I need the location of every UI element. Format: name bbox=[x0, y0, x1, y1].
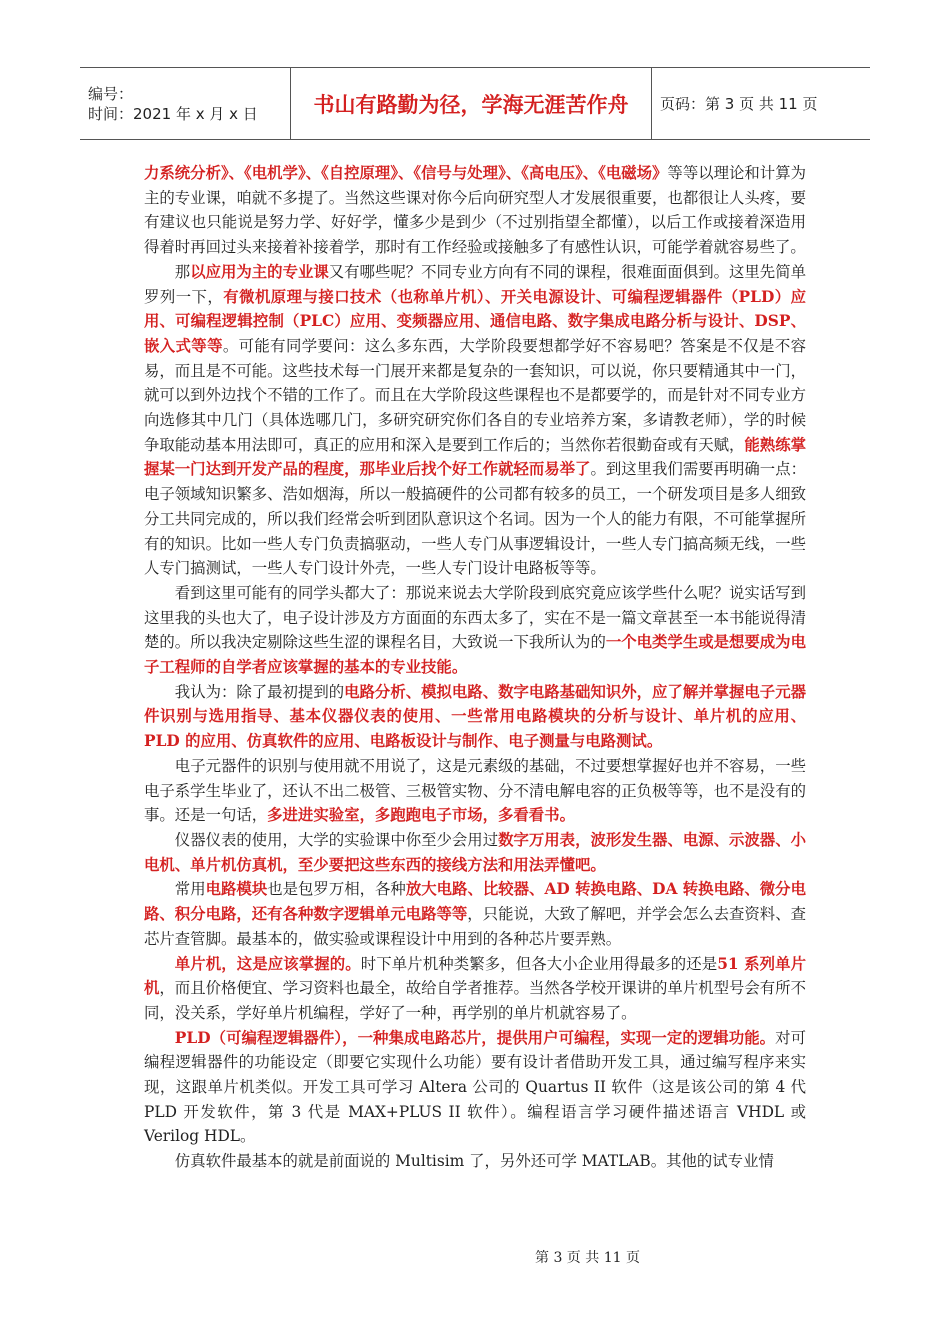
page-footer: 第 3 页 共 11 页 bbox=[535, 1250, 640, 1266]
text: 电子元器件的识别与使用就不用说了，这是元素级的基础，不过要想掌握好也并不容易，一些电子系学生毕业了，还认不出二极管、三极管实物、分不清电解电容的正负极等等，也不是没有的事。还是一句话， bbox=[144, 756, 806, 825]
paragraph-2 bbox=[144, 260, 806, 581]
page-header bbox=[80, 67, 870, 140]
paragraph-5 bbox=[144, 754, 806, 828]
highlight: 力系统分析》、《电机学》、《自控原理》、《信号与处理》、《高电压》、《电磁场》 bbox=[144, 164, 668, 182]
paragraph-4 bbox=[144, 680, 806, 754]
text: 仪器仪表的使用，大学的实验课中你至少会用过 bbox=[174, 830, 499, 849]
paragraph-3 bbox=[144, 581, 806, 680]
header-motto: 书山有路勤为径，学海无涯苦作舟 bbox=[291, 68, 652, 140]
highlight: PLD（可编程逻辑器件），一种集成电路芯片，提供用户可编程，实现一定的逻辑功能。 bbox=[174, 1028, 776, 1047]
paragraph-8 bbox=[144, 952, 806, 1026]
header-meta bbox=[80, 68, 291, 140]
highlight: 有微机原理与接口技术（也称单片机）、开关电源设计、可编程逻辑器件（PLD）应用、可编程逻辑控制（PLC）应用、变频器应用、通信电路、数字集成电路分析与设计、DSP、嵌入式等等 bbox=[144, 287, 806, 355]
text: 又有哪些呢？不同专业方向有不同的课程，很难面面俱到。这里先简单罗列一下， bbox=[144, 262, 806, 306]
highlight: 电路模块 bbox=[205, 880, 268, 899]
highlight: 一个电类学生或是想要成为电子工程师的自学者应该掌握的基本的专业技能。 bbox=[144, 633, 806, 677]
paragraph-7 bbox=[144, 877, 806, 951]
text: 常用 bbox=[174, 880, 206, 899]
document-number-label: 编号： bbox=[88, 84, 134, 103]
highlight: 电路分析、模拟电路、数字电路基础知识外，应了解并掌握电子元器件识别与选用指导、基本仪器仪表的使用、一些常用电路模块的分析与设计、单片机的应用、PLD 的应用、仿真软件的应用、电路板设计与制作、电子测量与电路测试。 bbox=[144, 682, 806, 751]
paragraph-6 bbox=[144, 828, 806, 877]
text: 也是包罗万相，各种 bbox=[267, 880, 406, 899]
text: 对可编程逻辑器件的功能设定（即要它实现什么功能）要有设计者借助开发工具，通过编写程序来实现，这跟单片机类似。开发工具可学习 Altera 公司的 Quartus II 软件（这是该公司的第 4 代 PLD 开发软件，第 3 代是 MAX+PLUS II 软件）。编程语言学习硬件描述语言 VHDL 或 Verilog HDL。 bbox=[144, 1028, 806, 1146]
highlight: 能熟练掌握某一门达到开发产品的程度，那毕业后找个好工作就轻而易举了 bbox=[144, 435, 806, 479]
paragraph-1 bbox=[144, 161, 806, 260]
text: 。可能有同学要问：这么多东西，大学阶段要想都学好不容易吧？答案是不仅是不容易，而且是不可能。这些技术每一门展开来都是复杂的一套知识，可以说，你只要精通其中一门，就可以到外边找个不错的工作了。而且在大学阶段这些课程也不是都要学的，而是针对不同专业方向选修其中几门（具体选哪几门，多研究研究你们各自的专业培养方案，多请教老师），学的时候争取能动基本用法即可，真正的应用和深入是要到工作后的；当然你若很勤奋或有天赋， bbox=[144, 336, 806, 454]
document-body bbox=[144, 161, 806, 1174]
text: ，而且价格便宜、学习资料也最全，故给自学者推荐。当然各学校开课讲的单片机型号会有所不同，没关系，学好单片机编程，学好了一种，再学别的单片机就容易了。 bbox=[144, 979, 806, 1022]
text: 仿真软件最基本的就是前面说的 Multisim 了，另外还可学 MATLAB。其他的试专业情 bbox=[174, 1152, 774, 1171]
text: 。到这里我们需要再明确一点：电子领域知识繁多、浩如烟海，所以一般搞硬件的公司都有较多的员工，一个研发项目是多人细致分工共同完成的，所以我们经常会听到团队意识这个名词。因为一个人的能力有限，不可能掌握所有的知识。比如一些人专门负责搞驱动，一些人专门从事逻辑设计，一些人专门搞高频无线，一些人专门搞测试，一些人专门设计外壳，一些人专门设计电路板等等。 bbox=[144, 460, 806, 578]
text: 我认为：除了最初提到的 bbox=[174, 682, 345, 701]
text: 等等以理论和计算为主的专业课，咱就不多提了。当然这些课对你今后向研究型人才发展很重要，也都很让人头疼，要有建议也只能说是努力学、好好学，懂多少是到少（不过别指望全都懂），以后工作或接着深造用得着时再回过头来接着补接着学，那时有工作经验或接触多了有感性认识，可能学着就容易些了。 bbox=[144, 164, 806, 257]
text: 时下单片机种类繁多，但各大小企业用得最多的还是 bbox=[360, 954, 718, 973]
document-date-label: 时间：2021 年 x 月 x 日 bbox=[88, 104, 258, 123]
highlight: 数字万用表，波形发生器、电源、示波器、小电机、单片机仿真机，至少要把这些东西的接线方法和用法弄懂吧。 bbox=[144, 830, 806, 874]
text: 看到这里可能有的同学头都大了：那说来说去大学阶段到底究竟应该学些什么呢？说实话写到这里我的头也大了，电子设计涉及方方面面的东西太多了，实在不是一篇文章甚至一本书能说得清楚的。所以我决定剔除这些生涩的课程名目，大致说一下我所认为的 bbox=[144, 583, 806, 652]
highlight: 放大电路、比较器、AD 转换电路、DA 转换电路、微分电路、积分电路，还有各种数字逻辑单元电路等等 bbox=[144, 880, 806, 924]
paragraph-10 bbox=[144, 1149, 806, 1174]
highlight: 以应用为主的专业课 bbox=[190, 262, 329, 281]
text: ，只能说，大致了解吧，并学会怎么去查资料、查芯片查管脚。最基本的，做实验或课程设计中用到的各种芯片要弄熟。 bbox=[144, 905, 806, 948]
text: 那 bbox=[174, 262, 191, 281]
paragraph-9 bbox=[144, 1026, 806, 1150]
highlight: 51 系列单片机 bbox=[144, 954, 806, 998]
highlight: 多进进实验室，多跑跑电子市场，多看看书。 bbox=[267, 806, 575, 825]
highlight: 单片机，这是应该掌握的。 bbox=[174, 954, 361, 973]
header-page-number: 页码：第 3 页 共 11 页 bbox=[660, 95, 818, 113]
